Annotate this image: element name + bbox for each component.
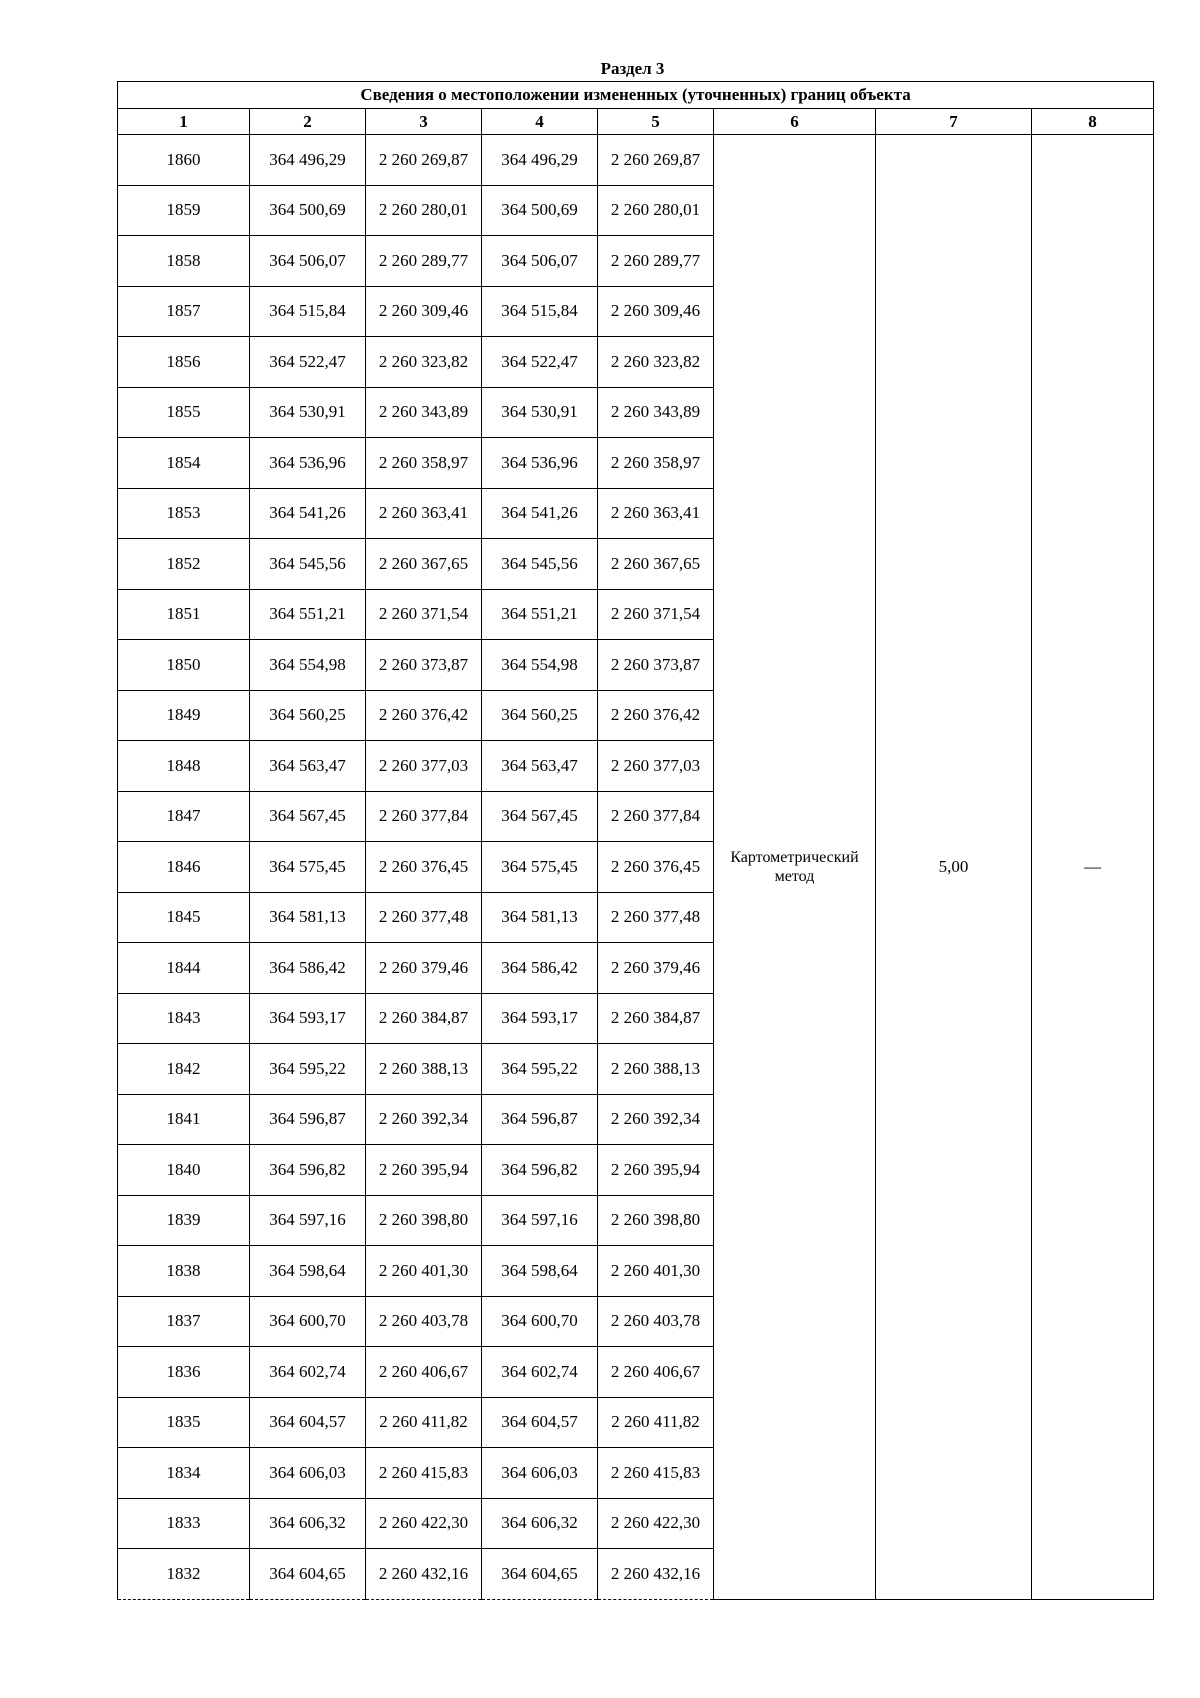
old-y-cell: 2 260 411,82: [366, 1397, 482, 1448]
new-y-cell: 2 260 422,30: [598, 1498, 714, 1549]
table-row: [118, 135, 1154, 186]
point-number-cell: 1838: [118, 1246, 250, 1297]
point-number-cell: 1851: [118, 589, 250, 640]
point-number-cell: 1834: [118, 1448, 250, 1499]
old-y-cell: 2 260 377,84: [366, 791, 482, 842]
new-y-cell: 2 260 384,87: [598, 993, 714, 1044]
new-x-cell: 364 500,69: [482, 185, 598, 236]
new-x-cell: 364 560,25: [482, 690, 598, 741]
new-y-cell: 2 260 379,46: [598, 943, 714, 994]
old-x-cell: 364 541,26: [250, 488, 366, 539]
old-x-cell: 364 604,57: [250, 1397, 366, 1448]
column-number-5: 5: [598, 109, 714, 135]
point-number-cell: 1859: [118, 185, 250, 236]
old-y-cell: 2 260 403,78: [366, 1296, 482, 1347]
new-x-cell: 364 567,45: [482, 791, 598, 842]
point-number-cell: 1858: [118, 236, 250, 287]
new-x-cell: 364 575,45: [482, 842, 598, 893]
old-x-cell: 364 530,91: [250, 387, 366, 438]
new-y-cell: 2 260 309,46: [598, 286, 714, 337]
old-y-cell: 2 260 377,48: [366, 892, 482, 943]
old-y-cell: 2 260 406,67: [366, 1347, 482, 1398]
new-y-cell: 2 260 358,97: [598, 438, 714, 489]
old-y-cell: 2 260 376,45: [366, 842, 482, 893]
new-y-cell: 2 260 269,87: [598, 135, 714, 186]
old-x-cell: 364 596,87: [250, 1094, 366, 1145]
old-x-cell: 364 595,22: [250, 1044, 366, 1095]
old-y-cell: 2 260 309,46: [366, 286, 482, 337]
new-y-cell: 2 260 343,89: [598, 387, 714, 438]
new-y-cell: 2 260 371,54: [598, 589, 714, 640]
old-x-cell: 364 500,69: [250, 185, 366, 236]
column-number-8: 8: [1032, 109, 1154, 135]
new-x-cell: 364 606,03: [482, 1448, 598, 1499]
new-x-cell: 364 496,29: [482, 135, 598, 186]
old-x-cell: 364 515,84: [250, 286, 366, 337]
point-number-cell: 1849: [118, 690, 250, 741]
section-title: Раздел 3: [600, 59, 665, 78]
description-text: —: [1084, 856, 1102, 876]
old-x-cell: 364 551,21: [250, 589, 366, 640]
point-number-cell: 1847: [118, 791, 250, 842]
point-number-cell: 1835: [118, 1397, 250, 1448]
point-number-cell: 1854: [118, 438, 250, 489]
old-y-cell: 2 260 384,87: [366, 993, 482, 1044]
old-y-cell: 2 260 432,16: [366, 1549, 482, 1600]
new-x-cell: 364 515,84: [482, 286, 598, 337]
new-x-cell: 364 563,47: [482, 741, 598, 792]
point-number-cell: 1850: [118, 640, 250, 691]
old-x-cell: 364 567,45: [250, 791, 366, 842]
point-number-cell: 1860: [118, 135, 250, 186]
new-x-cell: 364 506,07: [482, 236, 598, 287]
new-y-cell: 2 260 289,77: [598, 236, 714, 287]
old-x-cell: 364 575,45: [250, 842, 366, 893]
new-x-cell: 364 541,26: [482, 488, 598, 539]
point-number-cell: 1852: [118, 539, 250, 590]
new-x-cell: 364 602,74: [482, 1347, 598, 1398]
new-x-cell: 364 595,22: [482, 1044, 598, 1095]
old-x-cell: 364 554,98: [250, 640, 366, 691]
column-number-4: 4: [482, 109, 598, 135]
column-number-6: 6: [714, 109, 876, 135]
old-x-cell: 364 506,07: [250, 236, 366, 287]
new-y-cell: 2 260 280,01: [598, 185, 714, 236]
table-caption: Сведения о местоположении измененных (уточненных) границ объекта: [118, 82, 1154, 109]
new-y-cell: 2 260 373,87: [598, 640, 714, 691]
old-x-cell: 364 606,32: [250, 1498, 366, 1549]
point-number-cell: 1853: [118, 488, 250, 539]
point-number-cell: 1836: [118, 1347, 250, 1398]
old-x-cell: 364 545,56: [250, 539, 366, 590]
new-y-cell: 2 260 388,13: [598, 1044, 714, 1095]
old-x-cell: 364 597,16: [250, 1195, 366, 1246]
old-y-cell: 2 260 376,42: [366, 690, 482, 741]
new-x-cell: 364 554,98: [482, 640, 598, 691]
table-body: [118, 135, 1154, 1600]
new-x-cell: 364 597,16: [482, 1195, 598, 1246]
method-cell: [714, 135, 876, 1600]
old-y-cell: 2 260 401,30: [366, 1246, 482, 1297]
new-x-cell: 364 604,65: [482, 1549, 598, 1600]
old-x-cell: 364 536,96: [250, 438, 366, 489]
old-y-cell: 2 260 392,34: [366, 1094, 482, 1145]
new-y-cell: 2 260 403,78: [598, 1296, 714, 1347]
new-x-cell: 364 600,70: [482, 1296, 598, 1347]
point-number-cell: 1848: [118, 741, 250, 792]
accuracy-cell: [876, 135, 1032, 1600]
old-x-cell: 364 598,64: [250, 1246, 366, 1297]
old-x-cell: 364 596,82: [250, 1145, 366, 1196]
new-y-cell: 2 260 398,80: [598, 1195, 714, 1246]
new-x-cell: 364 598,64: [482, 1246, 598, 1297]
boundary-coordinates-table: [117, 81, 1154, 1600]
point-number-cell: 1855: [118, 387, 250, 438]
old-y-cell: 2 260 323,82: [366, 337, 482, 388]
method-text: Картометрический метод: [730, 848, 859, 885]
point-number-cell: 1843: [118, 993, 250, 1044]
old-x-cell: 364 581,13: [250, 892, 366, 943]
old-y-cell: 2 260 377,03: [366, 741, 482, 792]
old-y-cell: 2 260 367,65: [366, 539, 482, 590]
old-x-cell: 364 600,70: [250, 1296, 366, 1347]
old-x-cell: 364 522,47: [250, 337, 366, 388]
new-y-cell: 2 260 376,42: [598, 690, 714, 741]
old-x-cell: 364 606,03: [250, 1448, 366, 1499]
point-number-cell: 1832: [118, 1549, 250, 1600]
new-x-cell: 364 586,42: [482, 943, 598, 994]
point-number-cell: 1840: [118, 1145, 250, 1196]
new-y-cell: 2 260 392,34: [598, 1094, 714, 1145]
new-x-cell: 364 522,47: [482, 337, 598, 388]
old-y-cell: 2 260 343,89: [366, 387, 482, 438]
new-y-cell: 2 260 377,03: [598, 741, 714, 792]
new-x-cell: 364 596,87: [482, 1094, 598, 1145]
point-number-cell: 1844: [118, 943, 250, 994]
column-numbers-row: [118, 109, 1154, 135]
new-x-cell: 364 536,96: [482, 438, 598, 489]
new-y-cell: 2 260 432,16: [598, 1549, 714, 1600]
point-number-cell: 1856: [118, 337, 250, 388]
new-y-cell: 2 260 395,94: [598, 1145, 714, 1196]
new-x-cell: 364 545,56: [482, 539, 598, 590]
point-number-cell: 1857: [118, 286, 250, 337]
column-number-7: 7: [876, 109, 1032, 135]
old-y-cell: 2 260 363,41: [366, 488, 482, 539]
new-x-cell: 364 606,32: [482, 1498, 598, 1549]
old-y-cell: 2 260 398,80: [366, 1195, 482, 1246]
old-y-cell: 2 260 289,77: [366, 236, 482, 287]
new-y-cell: 2 260 411,82: [598, 1397, 714, 1448]
new-y-cell: 2 260 401,30: [598, 1246, 714, 1297]
point-number-cell: 1833: [118, 1498, 250, 1549]
point-number-cell: 1845: [118, 892, 250, 943]
old-x-cell: 364 496,29: [250, 135, 366, 186]
new-x-cell: 364 593,17: [482, 993, 598, 1044]
new-x-cell: 364 530,91: [482, 387, 598, 438]
old-y-cell: 2 260 280,01: [366, 185, 482, 236]
new-y-cell: 2 260 376,45: [598, 842, 714, 893]
new-y-cell: 2 260 415,83: [598, 1448, 714, 1499]
old-y-cell: 2 260 371,54: [366, 589, 482, 640]
column-number-3: 3: [366, 109, 482, 135]
accuracy-text: 5,00: [938, 856, 969, 876]
old-y-cell: 2 260 269,87: [366, 135, 482, 186]
new-x-cell: 364 551,21: [482, 589, 598, 640]
new-y-cell: 2 260 323,82: [598, 337, 714, 388]
old-y-cell: 2 260 415,83: [366, 1448, 482, 1499]
column-number-1: 1: [118, 109, 250, 135]
column-number-2: 2: [250, 109, 366, 135]
point-number-cell: 1846: [118, 842, 250, 893]
old-x-cell: 364 593,17: [250, 993, 366, 1044]
old-x-cell: 364 604,65: [250, 1549, 366, 1600]
old-y-cell: 2 260 395,94: [366, 1145, 482, 1196]
new-y-cell: 2 260 406,67: [598, 1347, 714, 1398]
new-y-cell: 2 260 377,84: [598, 791, 714, 842]
new-x-cell: 364 581,13: [482, 892, 598, 943]
new-x-cell: 364 596,82: [482, 1145, 598, 1196]
old-y-cell: 2 260 379,46: [366, 943, 482, 994]
point-number-cell: 1839: [118, 1195, 250, 1246]
new-x-cell: 364 604,57: [482, 1397, 598, 1448]
new-y-cell: 2 260 377,48: [598, 892, 714, 943]
old-x-cell: 364 563,47: [250, 741, 366, 792]
point-number-cell: 1842: [118, 1044, 250, 1095]
new-y-cell: 2 260 363,41: [598, 488, 714, 539]
old-y-cell: 2 260 358,97: [366, 438, 482, 489]
old-x-cell: 364 602,74: [250, 1347, 366, 1398]
old-y-cell: 2 260 422,30: [366, 1498, 482, 1549]
old-y-cell: 2 260 373,87: [366, 640, 482, 691]
description-cell: [1032, 135, 1154, 1600]
point-number-cell: 1837: [118, 1296, 250, 1347]
point-number-cell: 1841: [118, 1094, 250, 1145]
old-x-cell: 364 586,42: [250, 943, 366, 994]
old-y-cell: 2 260 388,13: [366, 1044, 482, 1095]
new-y-cell: 2 260 367,65: [598, 539, 714, 590]
old-x-cell: 364 560,25: [250, 690, 366, 741]
